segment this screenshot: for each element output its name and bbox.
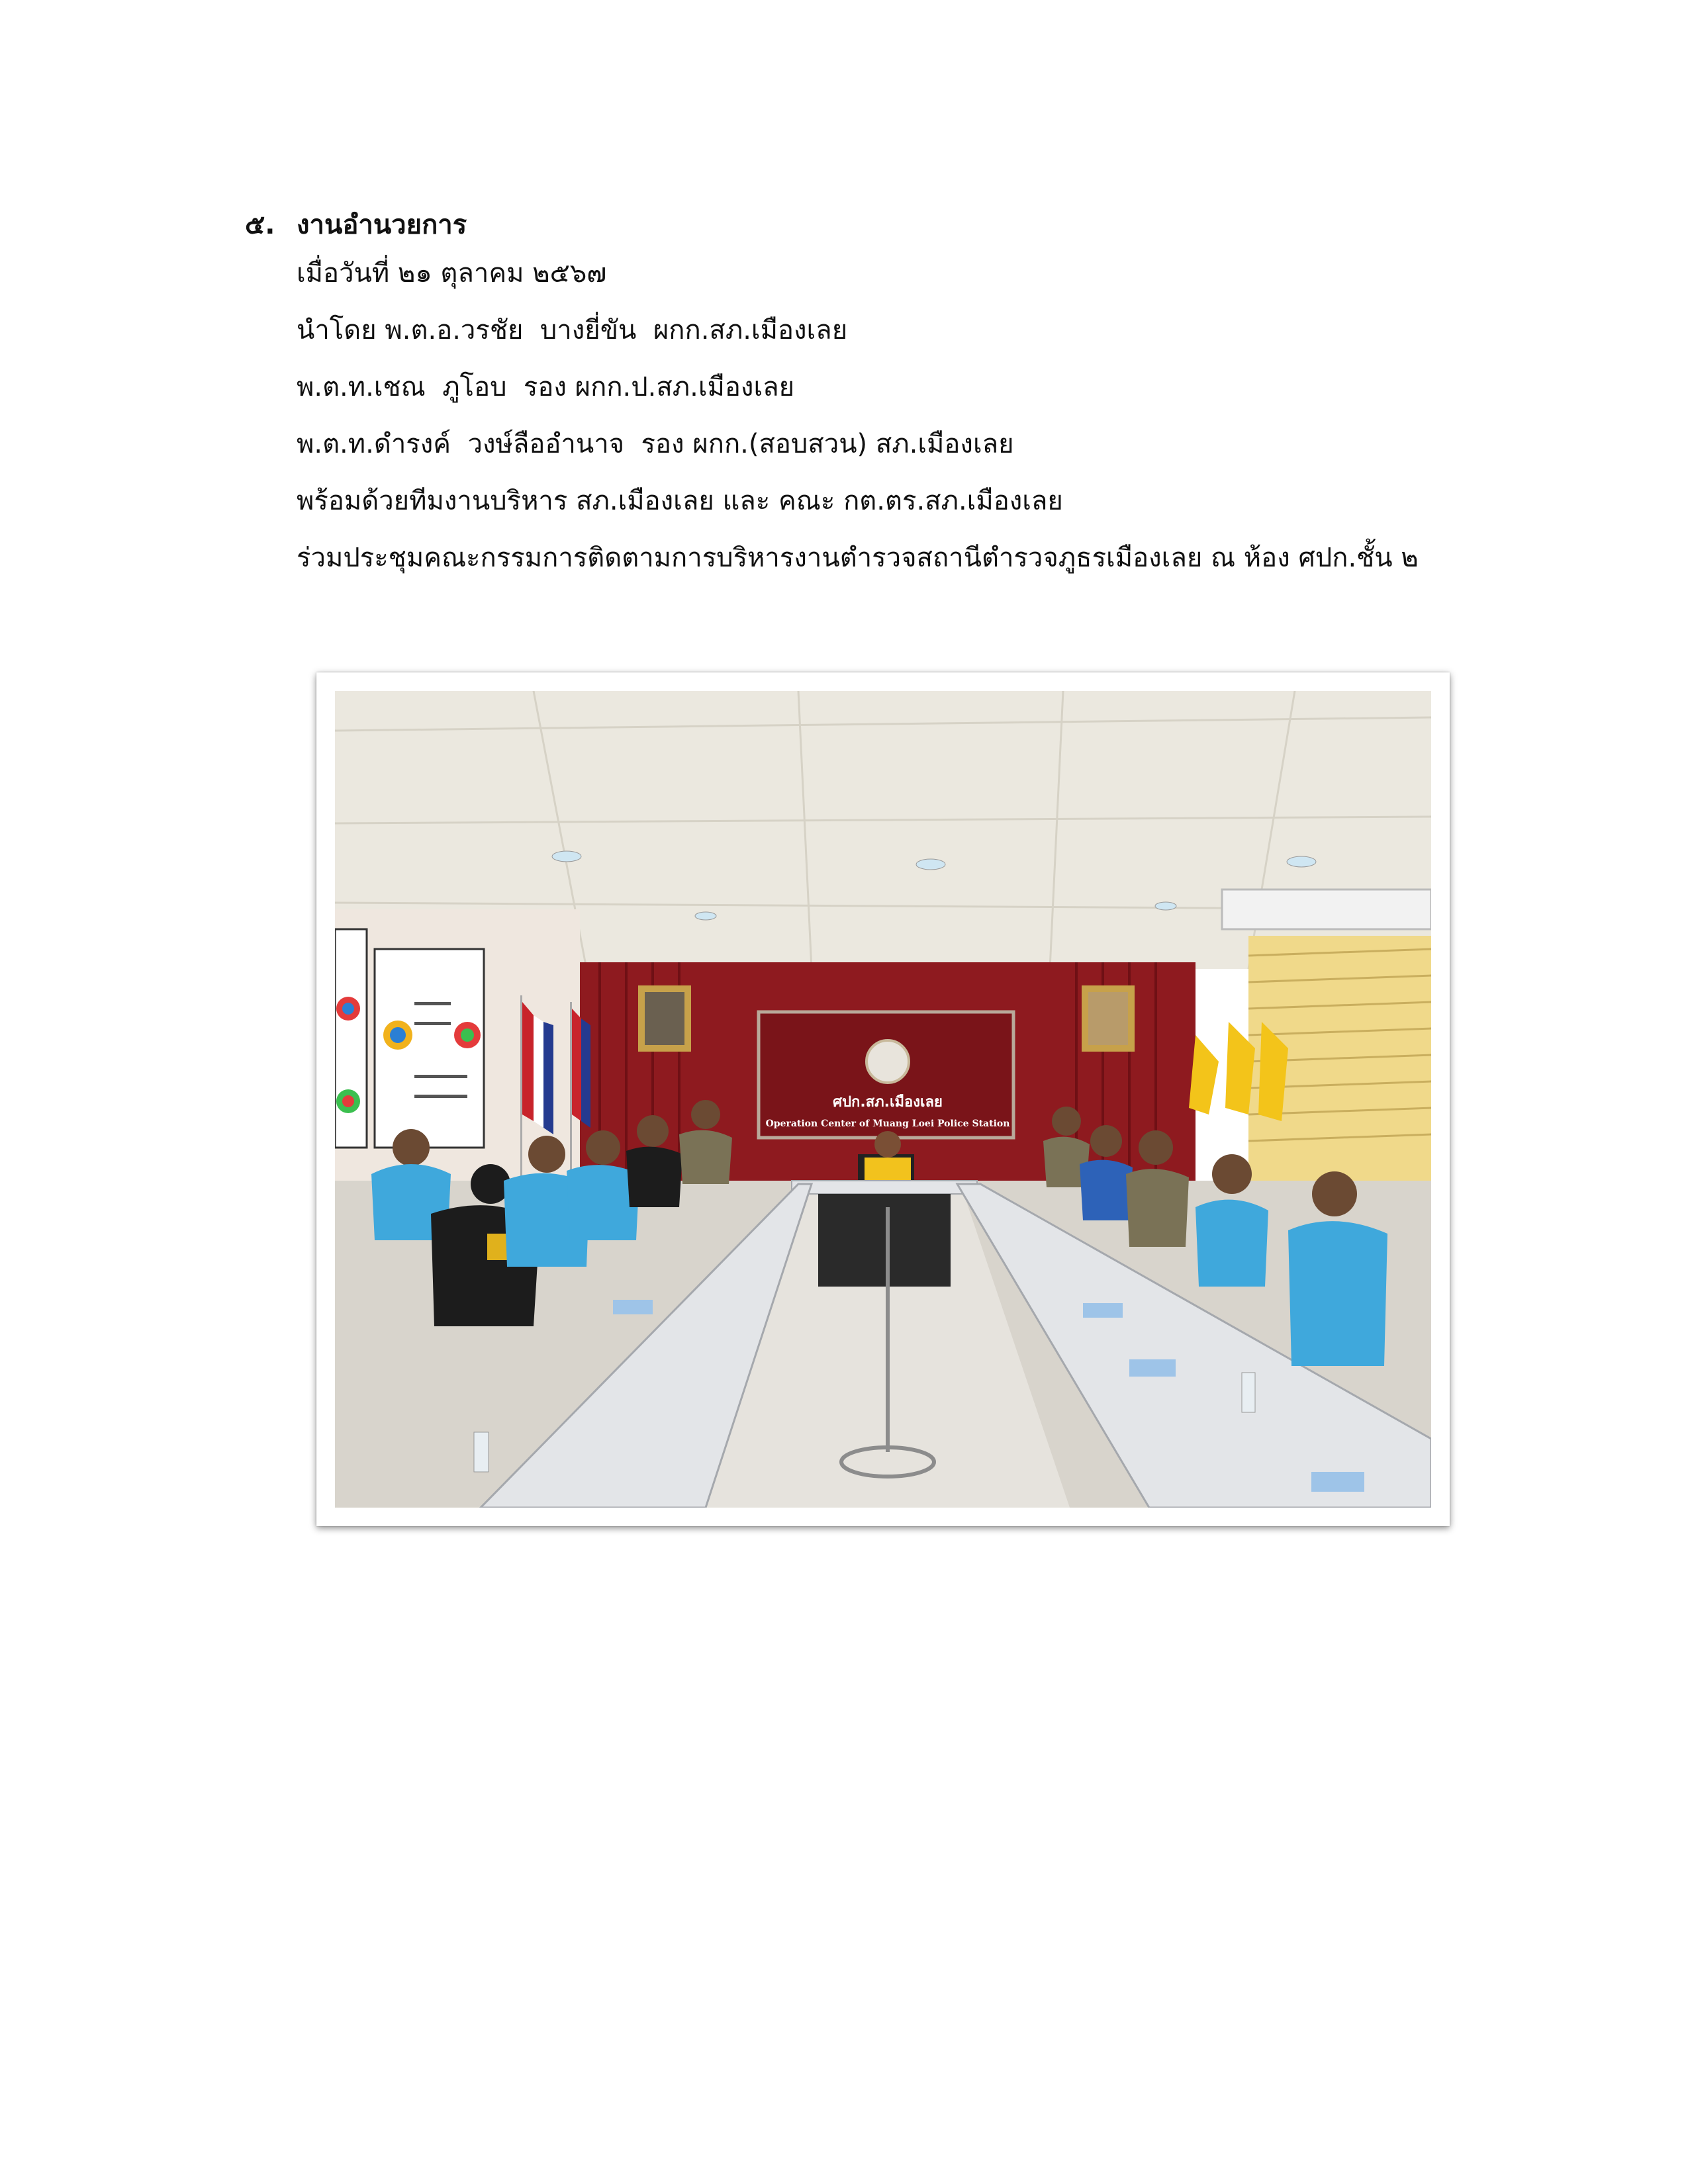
deputy-line-1: พ.ต.ท.เชณ ภูโอบ รอง ผกก.ป.สภ.เมืองเลย	[297, 372, 795, 402]
section-number: ๕.	[245, 210, 275, 240]
meeting-description: ร่วมประชุมคณะกรรมการติดตามการบริหารงานตำรวจสถานีตำรวจภูธรเมืองเลย ณ ห้อง ศปก.ชั้น ๒	[297, 543, 1419, 573]
deputy-line-2: พ.ต.ท.ดำรงค์ วงษ์ลืออำนาจ รอง ผกก.(สอบสวน) สภ.เมืองเลย	[297, 429, 1014, 459]
meeting-photo-frame	[316, 672, 1450, 1526]
section-heading	[245, 205, 1503, 245]
report-section	[245, 205, 1503, 586]
meeting-date: เมื่อวันที่ ๒๑ ตุลาคม ๒๕๖๗	[297, 258, 607, 289]
sign-english-text: Operation Center of Muang Loei Police Station	[765, 1118, 1010, 1129]
team-line: พร้อมด้วยทีมงานบริหาร สภ.เมืองเลย และ คณะ กต.ตร.สภ.เมืองเลย	[297, 486, 1063, 516]
sign-thai-text: ศปก.สภ.เมืองเลย	[833, 1094, 943, 1111]
led-by-line: นำโดย พ.ต.อ.วรชัย บางยี่ขัน ผกก.สภ.เมืองเลย	[297, 315, 848, 345]
section-body	[297, 245, 1503, 586]
meeting-photo	[335, 691, 1431, 1508]
section-title: งานอำนวยการ	[297, 210, 467, 240]
